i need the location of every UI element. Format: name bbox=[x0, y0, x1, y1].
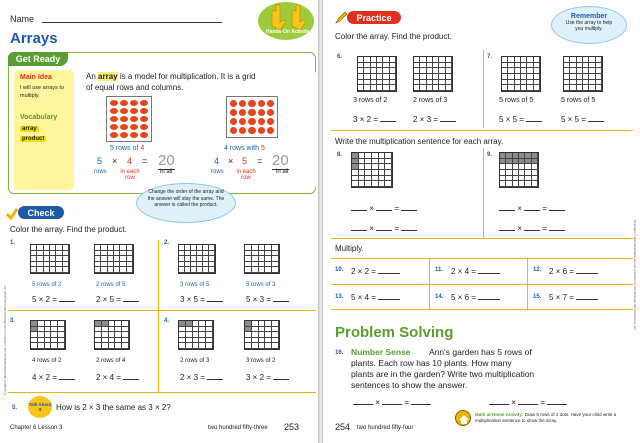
array-dot bbox=[130, 132, 138, 138]
intro-line-1: An array is a model for multiplication. It is a grid bbox=[86, 72, 256, 81]
grid-cell[interactable] bbox=[259, 343, 266, 349]
example-a-label-all: in all bbox=[160, 169, 173, 175]
example-b-caption: 4 rows with 5 bbox=[224, 145, 265, 152]
ex6-caption-b: 2 rows of 3 bbox=[413, 97, 448, 104]
grid-cell[interactable] bbox=[127, 267, 133, 273]
grid-cell[interactable] bbox=[122, 343, 129, 349]
ex6-grid-a[interactable] bbox=[357, 56, 397, 92]
ex2-caption-b: 5 rows of 3 bbox=[246, 282, 276, 288]
dot-array-4x5 bbox=[226, 96, 278, 138]
array-dot bbox=[239, 118, 246, 125]
array-dot bbox=[230, 100, 237, 107]
talk-about-it-badge: Talk About It bbox=[28, 396, 52, 418]
array-dot bbox=[248, 100, 255, 107]
ex3-grid-b[interactable] bbox=[94, 320, 130, 350]
array-dot bbox=[140, 124, 148, 130]
ex1-eq-b[interactable]: 2 × 5 = bbox=[96, 294, 139, 304]
remember-bubble bbox=[551, 6, 627, 44]
ex1-grid-b[interactable] bbox=[94, 244, 134, 274]
array-dot bbox=[130, 100, 138, 106]
ex1-caption-a: 5 rows of 2 bbox=[32, 282, 62, 288]
footer-page-number: 253 bbox=[284, 422, 300, 432]
array-dot bbox=[258, 127, 265, 134]
example-b-equals: = bbox=[257, 156, 263, 166]
remember-text: Use the array to help you multiply. bbox=[565, 20, 613, 32]
vocabulary-title: Vocabulary bbox=[20, 114, 58, 121]
grid-cell[interactable] bbox=[193, 343, 200, 349]
grid-cell[interactable] bbox=[245, 267, 252, 273]
dot-array-5x4 bbox=[106, 96, 152, 142]
multiply-col-divider-1 bbox=[429, 258, 430, 310]
array-dot bbox=[120, 108, 128, 114]
q5-text: How is 2 × 3 the same as 3 × 2? bbox=[56, 403, 171, 412]
hands-on-badge: Hands-On Activity bbox=[258, 2, 314, 40]
write-instruction: Write the multiplication sentence for each array. bbox=[335, 137, 504, 146]
q5-number: 5. bbox=[12, 405, 18, 411]
q16-sentence-1[interactable]: × = bbox=[353, 397, 431, 407]
ex9-grid bbox=[499, 152, 539, 188]
divider-67 bbox=[483, 50, 484, 128]
multiply-row-divider bbox=[331, 284, 633, 285]
ex13-expr[interactable]: 5 × 4 = bbox=[351, 292, 400, 302]
example-b-label-rows: rows bbox=[211, 169, 224, 175]
array-dot bbox=[110, 108, 118, 114]
array-dot bbox=[130, 116, 138, 122]
ex14-number: 14. bbox=[435, 294, 444, 300]
problem-solving-title: Problem Solving bbox=[335, 324, 454, 341]
array-dot bbox=[110, 124, 118, 130]
grid-cell[interactable] bbox=[446, 85, 452, 91]
ex1-number: 1. bbox=[10, 240, 16, 246]
ex6-eq-b[interactable]: 2 × 3 = bbox=[413, 114, 456, 124]
grid-cell[interactable] bbox=[186, 343, 193, 349]
array-dot bbox=[230, 118, 237, 125]
grid-cell[interactable] bbox=[45, 343, 52, 349]
copyright-right: Copyright © Macmillan/McGraw-Hill, a division of The McGraw-Hill Companies, Inc. bbox=[633, 220, 637, 331]
array-dot bbox=[248, 118, 255, 125]
array-dot bbox=[120, 132, 128, 138]
grid-cell[interactable] bbox=[51, 343, 58, 349]
grid-cell[interactable] bbox=[252, 343, 259, 349]
ex6-grid-b[interactable] bbox=[413, 56, 453, 92]
grid-cell[interactable] bbox=[245, 343, 252, 349]
ex2-eq-b[interactable]: 5 × 3 = bbox=[246, 294, 289, 304]
ex6-number: 6. bbox=[337, 54, 343, 60]
grid-cell[interactable] bbox=[596, 85, 602, 91]
ex2-caption-a: 3 rows of 5 bbox=[180, 282, 210, 288]
copyright-left: Copyright © Macmillan/McGraw-Hill, a division of The McGraw-Hill Companies, Inc. bbox=[3, 284, 7, 395]
name-label: Name bbox=[10, 14, 35, 24]
ex9-sentence-2[interactable]: × = bbox=[499, 223, 565, 233]
array-dot bbox=[110, 116, 118, 122]
example-a-equals: = bbox=[142, 156, 148, 166]
divider-col bbox=[158, 240, 159, 392]
array-dot bbox=[130, 124, 138, 130]
ex3-eq-a[interactable]: 4 × 2 = bbox=[32, 372, 75, 382]
check-instruction: Color the array. Find the product. bbox=[10, 225, 127, 234]
q16-line-1: Ann's garden has 5 rows of bbox=[429, 347, 532, 357]
ex3-caption-b: 2 rows of 4 bbox=[96, 358, 126, 364]
ex1-caption-b: 2 rows of 5 bbox=[96, 282, 126, 288]
grid-cell[interactable] bbox=[359, 181, 366, 187]
multiply-col-divider-2 bbox=[527, 258, 528, 310]
ex15-number: 15. bbox=[533, 294, 542, 300]
grid-cell[interactable] bbox=[109, 343, 116, 349]
grid-cell[interactable] bbox=[365, 181, 372, 187]
ex9-sentence-1[interactable]: × = bbox=[499, 203, 565, 213]
example-b-label-all: in all bbox=[276, 169, 289, 175]
ex7-eq-a[interactable]: 5 × 5 = bbox=[499, 114, 542, 124]
array-dot bbox=[248, 109, 255, 116]
check-header: Check bbox=[18, 206, 64, 219]
grid-cell[interactable] bbox=[272, 343, 279, 349]
array-dot bbox=[267, 109, 274, 116]
example-b-label-each: in each row bbox=[236, 169, 256, 181]
divider-row bbox=[8, 310, 316, 311]
q16-number: 16. bbox=[335, 350, 344, 356]
ex8-sentence-1[interactable]: × = bbox=[351, 203, 417, 213]
array-dot bbox=[130, 108, 138, 114]
ex7-number: 7. bbox=[487, 54, 493, 60]
array-dot bbox=[239, 127, 246, 134]
get-ready-header: Get Ready bbox=[8, 52, 68, 66]
array-dot bbox=[230, 127, 237, 134]
ex7-grid-a[interactable] bbox=[501, 56, 541, 92]
ex15-expr[interactable]: 5 × 7 = bbox=[549, 292, 598, 302]
footer-chapter: Chapter 6 Lesson 3 bbox=[10, 425, 63, 431]
ex3-caption-a: 4 rows of 2 bbox=[32, 358, 62, 364]
ex4-grid-a[interactable] bbox=[178, 320, 214, 350]
home-icon bbox=[455, 410, 471, 426]
practice-header: Practice bbox=[347, 11, 401, 24]
example-b-rows: 4 bbox=[214, 156, 220, 166]
array-dot bbox=[258, 100, 265, 107]
array-dot bbox=[140, 116, 148, 122]
ex3-number: 3. bbox=[10, 318, 16, 324]
grid-cell[interactable] bbox=[95, 343, 102, 349]
grid-cell[interactable] bbox=[58, 343, 65, 349]
ex12-expr[interactable]: 2 × 6 = bbox=[549, 266, 598, 276]
grid-cell[interactable] bbox=[272, 267, 279, 273]
array-dot bbox=[267, 127, 274, 134]
main-idea-text: I will use arrays to multiply. bbox=[20, 85, 65, 99]
grid-cell[interactable] bbox=[379, 181, 386, 187]
q16-line-4: sentences to show the answer. bbox=[351, 380, 468, 390]
ex8-number: 8. bbox=[337, 152, 343, 158]
example-a-times: × bbox=[112, 156, 118, 166]
ex11-number: 11. bbox=[435, 267, 444, 273]
grid-cell[interactable] bbox=[385, 181, 392, 187]
ex2-number: 2. bbox=[164, 240, 170, 246]
ex3-grid-a[interactable] bbox=[30, 320, 66, 350]
home-activity: Math at Home Activity: Draw 5 rows of 2 dots. Have your child write a multiplication sentence to show the array. bbox=[475, 412, 617, 423]
ex3-eq-b[interactable]: 2 × 4 = bbox=[96, 372, 139, 382]
array-dot bbox=[258, 109, 265, 116]
grid-cell[interactable] bbox=[179, 343, 186, 349]
ex2-grid-b[interactable] bbox=[244, 244, 280, 274]
tip-bubble: Change the order of the array and the answer will stay the same. The answer is called the product. bbox=[136, 183, 236, 223]
array-dot bbox=[267, 118, 274, 125]
example-a-product: 20 bbox=[158, 152, 175, 169]
check-icon bbox=[6, 207, 18, 219]
right-page bbox=[323, 0, 640, 443]
ex4-grid-b[interactable] bbox=[244, 320, 280, 350]
array-dot bbox=[239, 100, 246, 107]
remember-title: Remember bbox=[570, 13, 608, 20]
ex12-number: 12. bbox=[533, 267, 542, 273]
example-a-label-each: in each row bbox=[120, 169, 140, 181]
array-dot bbox=[110, 100, 118, 106]
ex1-eq-a[interactable]: 5 × 2 = bbox=[32, 294, 75, 304]
hands-icon bbox=[258, 2, 314, 32]
ex4-caption-b: 3 rows of 2 bbox=[246, 358, 276, 364]
grid-cell[interactable] bbox=[31, 343, 38, 349]
array-dot bbox=[120, 100, 128, 106]
ex7-caption-a: 5 rows of 5 bbox=[499, 97, 534, 104]
practice-pencil-icon bbox=[335, 11, 347, 23]
example-a-caption: 5 rows of 4 bbox=[110, 145, 145, 152]
array-dot bbox=[120, 124, 128, 130]
ex9-number: 9. bbox=[487, 152, 493, 158]
grid-cell[interactable] bbox=[252, 267, 259, 273]
ex10-number: 10. bbox=[335, 267, 344, 273]
ex7-caption-b: 5 rows of 5 bbox=[561, 97, 596, 104]
array-dot bbox=[239, 109, 246, 116]
example-a-label-rows: rows bbox=[94, 169, 107, 175]
ex7-eq-b[interactable]: 5 × 5 = bbox=[561, 114, 604, 124]
array-dot bbox=[248, 127, 255, 134]
main-idea-title: Main Idea bbox=[20, 74, 52, 81]
name-line[interactable] bbox=[42, 22, 222, 23]
grid-cell[interactable] bbox=[115, 343, 122, 349]
array-dot bbox=[120, 116, 128, 122]
grid-cell[interactable] bbox=[102, 343, 109, 349]
practice-instruction: Color the array. Find the product. bbox=[335, 32, 452, 41]
q16-title: Number Sense bbox=[351, 347, 411, 357]
ex2-grid-a[interactable] bbox=[178, 244, 216, 274]
multiply-label: Multiply. bbox=[335, 244, 364, 253]
ex4-number: 4. bbox=[164, 318, 170, 324]
grid-cell[interactable] bbox=[534, 85, 540, 91]
divider-bottom bbox=[8, 392, 316, 393]
ex2-eq-a[interactable]: 3 × 5 = bbox=[180, 294, 223, 304]
grid-cell[interactable] bbox=[532, 181, 538, 187]
array-dot bbox=[110, 132, 118, 138]
ex11-expr[interactable]: 2 × 4 = bbox=[451, 266, 500, 276]
left-page bbox=[0, 0, 318, 443]
footer-page-words: two hundred fifty-three bbox=[208, 425, 268, 431]
q16-sentence-2[interactable]: × = bbox=[489, 397, 567, 407]
ex10-expr[interactable]: 2 × 2 = bbox=[351, 266, 400, 276]
ex1-grid-a[interactable] bbox=[30, 244, 70, 274]
grid-cell[interactable] bbox=[352, 181, 359, 187]
ex8-grid bbox=[351, 152, 393, 188]
grid-cell[interactable] bbox=[199, 343, 206, 349]
grid-cell[interactable] bbox=[265, 267, 272, 273]
vocab-word-product: product bbox=[22, 136, 45, 142]
array-dot bbox=[267, 100, 274, 107]
divider-a bbox=[331, 130, 633, 131]
footer-page-words-right: two hundred fifty-four bbox=[357, 425, 414, 431]
ex7-grid-b[interactable] bbox=[563, 56, 603, 92]
grid-cell[interactable] bbox=[206, 343, 213, 349]
divider-b bbox=[331, 238, 633, 239]
grid-cell[interactable] bbox=[63, 267, 69, 273]
ex6-caption-a: 3 rows of 2 bbox=[353, 97, 388, 104]
ex4-caption-a: 2 rows of 3 bbox=[180, 358, 210, 364]
example-b-per-row: 5 bbox=[242, 156, 248, 166]
grid-cell[interactable] bbox=[38, 343, 45, 349]
intro-line-2: of equal rows and columns. bbox=[86, 83, 184, 92]
q16-line-2: plants. Each row has 10 plants. How many bbox=[351, 358, 512, 368]
q16-line-3: plants are in the garden? Write two multiplication bbox=[351, 369, 535, 379]
example-a-rows: 5 bbox=[97, 156, 103, 166]
grid-cell[interactable] bbox=[372, 181, 379, 187]
vocab-word-array: array bbox=[22, 126, 37, 132]
array-dot bbox=[140, 108, 148, 114]
ex6-eq-a[interactable]: 3 × 2 = bbox=[353, 114, 396, 124]
ex8-sentence-2[interactable]: × = bbox=[351, 223, 417, 233]
grid-cell[interactable] bbox=[209, 267, 215, 273]
ex13-number: 13. bbox=[335, 294, 344, 300]
grid-cell[interactable] bbox=[259, 267, 266, 273]
footer-page-number-right: 254 bbox=[335, 422, 351, 432]
array-dot bbox=[230, 109, 237, 116]
grid-cell[interactable] bbox=[265, 343, 272, 349]
divider-89 bbox=[483, 148, 484, 238]
example-a-per-row: 4 bbox=[127, 156, 133, 166]
ex4-eq-b[interactable]: 3 × 2 = bbox=[246, 372, 289, 382]
array-dot bbox=[258, 118, 265, 125]
grid-cell[interactable] bbox=[390, 85, 396, 91]
example-b-times: × bbox=[228, 156, 234, 166]
example-b-product: 20 bbox=[272, 152, 289, 169]
array-dot bbox=[140, 100, 148, 106]
array-dot bbox=[140, 132, 148, 138]
ex14-expr[interactable]: 5 × 6 = bbox=[451, 292, 500, 302]
page-title: Arrays bbox=[10, 30, 58, 47]
ex4-eq-a[interactable]: 2 × 3 = bbox=[180, 372, 223, 382]
